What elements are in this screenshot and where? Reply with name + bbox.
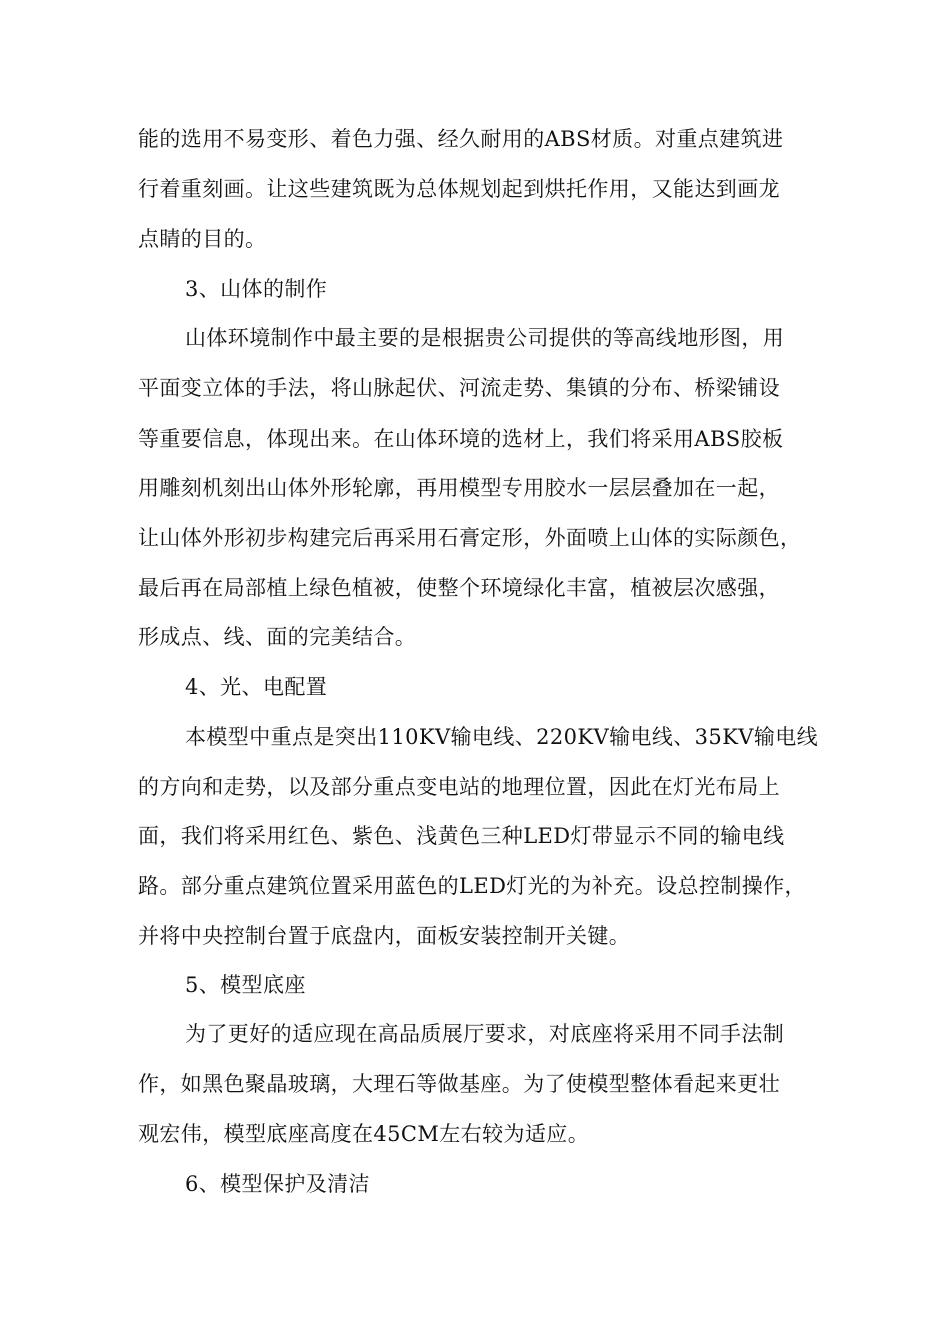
text-line: 用雕刻机刻出山体外形轮廓，再用模型专用胶水一层层叠加在一起， [138,476,780,500]
text-line: 最后再在局部植上绿色植被，使整个环境绿化丰富，植被层次感强， [138,576,780,600]
text-line: 并将中央控制台置于底盘内，面板安装控制开关键。 [138,924,631,948]
text-line: 本模型中重点是突出110KV输电线、220KV输电线、35KV输电线 [185,725,819,749]
text-line: 路。部分重点建筑位置采用蓝色的LED灯光的为补充。设总控制操作， [138,874,806,898]
text-line: 作，如黑色聚晶玻璃，大理石等做基座。为了使模型整体看起来更壮 [138,1072,780,1096]
text-line: 能的选用不易变形、着色力强、经久耐用的ABS材质。对重点建筑进 [138,127,784,151]
section-heading: 4、光、电配置 [185,675,328,699]
text-line: 行着重刻画。让这些建筑既为总体规划起到烘托作用，又能达到画龙 [138,177,780,201]
text-line: 为了更好的适应现在高品质展厅要求，对底座将采用不同手法制 [185,1022,785,1046]
section-heading: 3、山体的制作 [185,277,328,301]
section-heading: 5、模型底座 [185,973,306,997]
text-line: 的方向和走势，以及部分重点变电站的地理位置，因此在灯光布局上 [138,775,780,799]
text-line: 平面变立体的手法，将山脉起伏、河流走势、集镇的分布、桥梁铺设 [138,376,780,400]
text-line: 点睛的目的。 [138,227,267,251]
text-line: 让山体外形初步构建完后再采用石膏定形，外面喷上山体的实际颜色， [138,526,802,550]
section-heading: 6、模型保护及清洁 [185,1172,370,1196]
text-line: 等重要信息，体现出来。在山体环境的选材上，我们将采用ABS胶板 [138,427,784,451]
text-line: 面，我们将采用红色、紫色、浅黄色三种LED灯带显示不同的输电线 [138,824,785,848]
text-line: 形成点、线、面的完美结合。 [138,625,417,649]
text-line: 山体环境制作中最主要的是根据贵公司提供的等高线地形图，用 [185,326,785,350]
text-line: 观宏伟，模型底座高度在45CM左右较为适应。 [138,1122,590,1146]
